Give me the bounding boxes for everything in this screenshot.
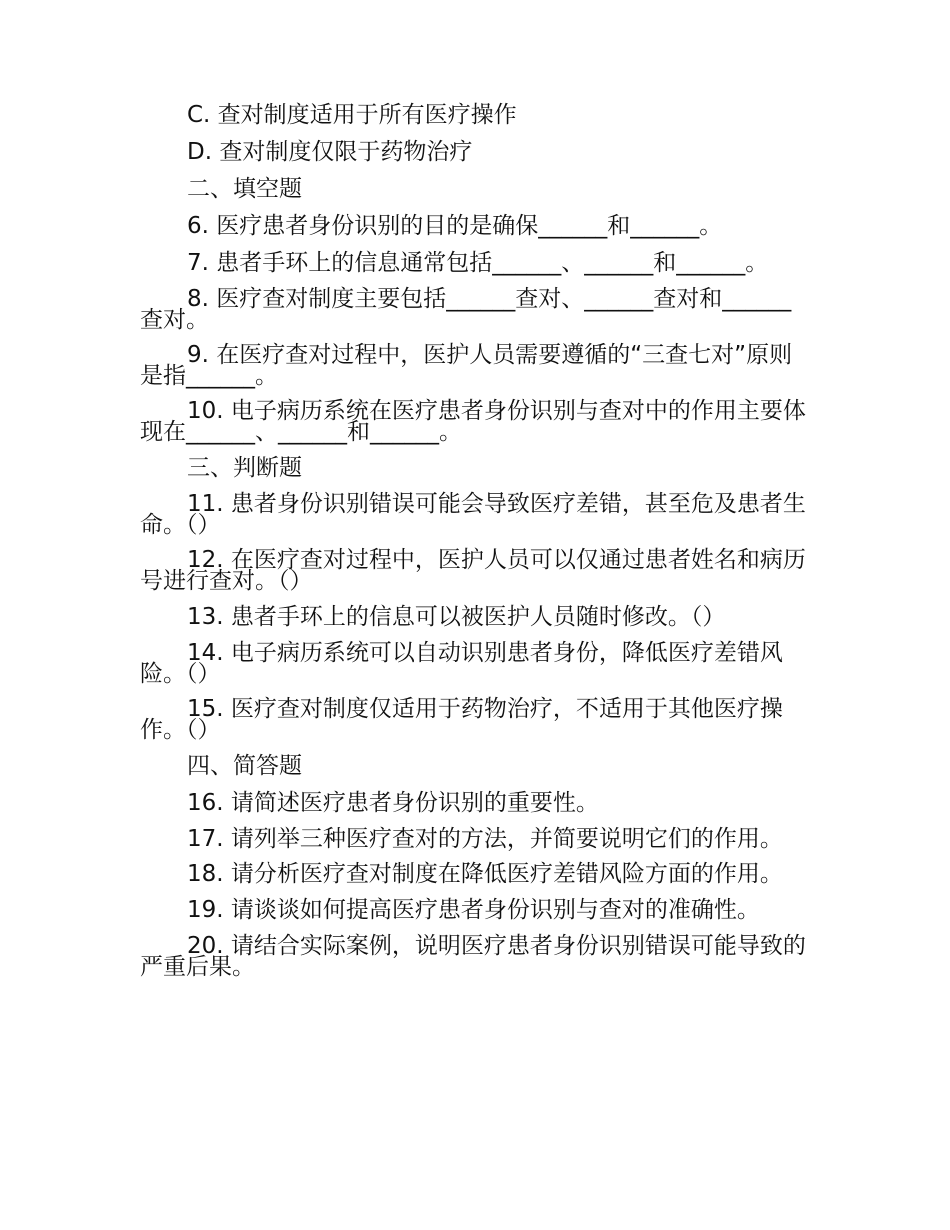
question-11: 11. 患者身份识别错误可能会导致医疗差错，甚至危及患者生命。（） bbox=[140, 491, 806, 538]
question-9: 9. 在医疗查对过程中，医护人员需要遵循的“三查七对”原则是指______。 bbox=[140, 342, 793, 389]
question-19: 19. 请谈谈如何提高医疗患者身份识别与查对的准确性。 bbox=[187, 897, 760, 923]
question-10: 10. 电子病历系统在医疗患者身份识别与查对中的作用主要体现在______、______和______。 bbox=[140, 398, 806, 445]
document-page bbox=[140, 104, 808, 992]
section-heading-short-answer: 四、简答题 bbox=[187, 753, 302, 779]
option-d: D. 查对制度仅限于药物治疗 bbox=[187, 139, 473, 165]
question-7: 7. 患者手环上的信息通常包括______、______和______。 bbox=[187, 250, 769, 276]
question-14: 14. 电子病历系统可以自动识别患者身份，降低医疗差错风险。（） bbox=[140, 640, 783, 687]
question-16: 16. 请简述医疗患者身份识别的重要性。 bbox=[187, 790, 599, 816]
question-8: 8. 医疗查对制度主要包括______查对、______查对和______查对。 bbox=[140, 286, 792, 333]
question-15: 15. 医疗查对制度仅适用于药物治疗，不适用于其他医疗操作。（） bbox=[140, 696, 783, 743]
section-heading-true-false: 三、判断题 bbox=[187, 455, 302, 481]
question-6: 6. 医疗患者身份识别的目的是确保______和______。 bbox=[187, 213, 723, 239]
question-20: 20. 请结合实际案例，说明医疗患者身份识别错误可能导致的严重后果。 bbox=[140, 933, 806, 980]
option-c: C. 查对制度适用于所有医疗操作 bbox=[187, 102, 517, 128]
section-heading-fill-in: 二、填空题 bbox=[187, 176, 302, 202]
question-17: 17. 请列举三种医疗查对的方法，并简要说明它们的作用。 bbox=[187, 826, 783, 852]
question-13: 13. 患者手环上的信息可以被医护人员随时修改。（） bbox=[187, 604, 726, 630]
question-18: 18. 请分析医疗查对制度在降低医疗差错风险方面的作用。 bbox=[187, 861, 783, 887]
question-12: 12. 在医疗查对过程中，医护人员可以仅通过患者姓名和病历号进行查对。（） bbox=[140, 547, 806, 594]
